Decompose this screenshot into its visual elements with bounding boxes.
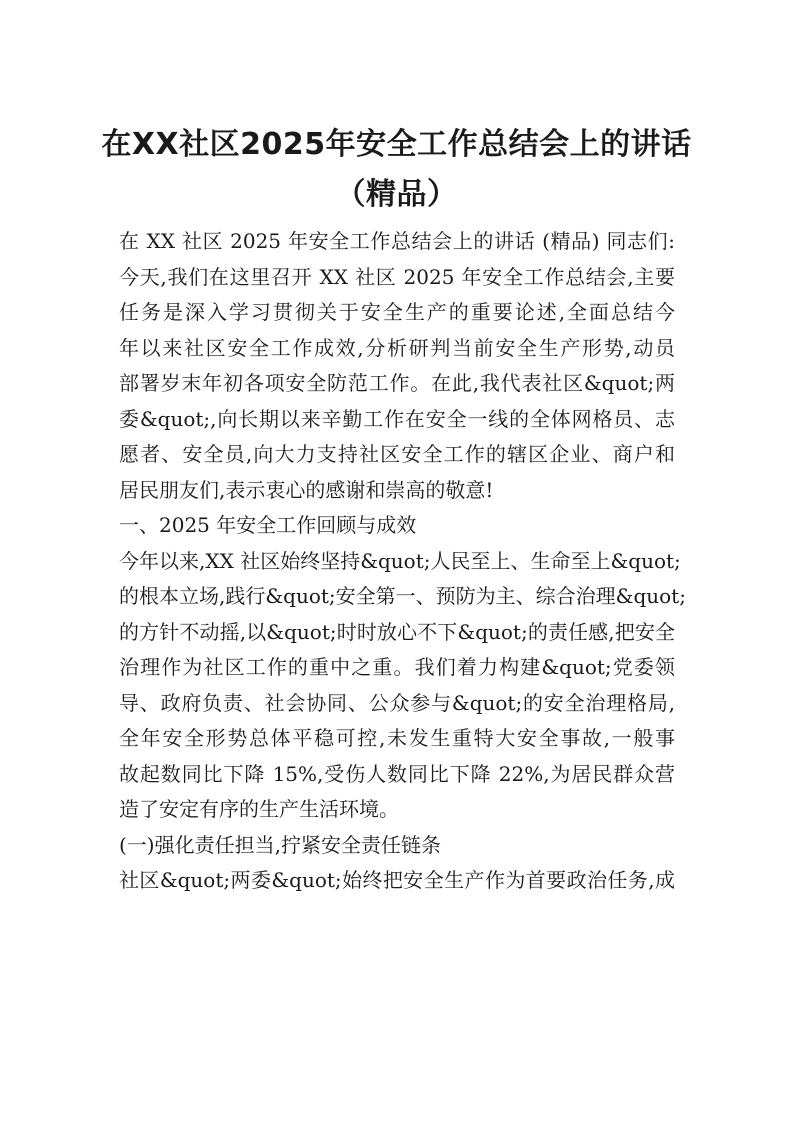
body-line: 部署岁末年初各项安全防范工作。在此,我代表社区&quot;两 [119, 371, 675, 395]
body-line: 居民朋友们,表示衷心的感谢和崇高的敬意! [119, 477, 494, 502]
document-title-line-1: 在XX社区2025年安全工作总结会上的讲话 [101, 127, 692, 162]
body-line: 委&quot;,向长期以来辛勤工作在安全一线的全体网格员、志 [119, 406, 675, 431]
body-line: 愿者、安全员,向大力支持社区安全工作的辖区企业、商户和 [119, 442, 675, 466]
document-title-line-2: （精品） [335, 177, 458, 212]
body-line: 全年安全形势总体平稳可控,未发生重特大安全事故,一般事 [119, 726, 675, 750]
body-line: 故起数同比下降 15%,受伤人数同比下降 22%,为居民群众营 [119, 761, 675, 786]
body-line: 社区&quot;两委&quot;始终把安全生产作为首要政治任务,成 [119, 868, 675, 892]
body-line: 治理作为社区工作的重中之重。我们着力构建&quot;党委领 [119, 655, 675, 679]
body-line: 年以来社区安全工作成效,分析研判当前安全生产形势,动员 [119, 335, 675, 360]
body-line: 今年以来,XX 社区始终坚持&quot;人民至上、生命至上&quot; [119, 548, 681, 573]
body-line: 今天,我们在这里召开 XX 社区 2025 年安全工作总结会,主要 [119, 264, 675, 289]
body-line: 的方针不动摇,以&quot;时时放心不下&quot;的责任感,把安全 [119, 619, 675, 644]
body-line: 任务是深入学习贯彻关于安全生产的重要论述,全面总结今 [119, 300, 675, 324]
document-body [119, 224, 686, 899]
subsection-heading: (一)强化责任担当,拧紧安全责任链条 [119, 832, 441, 857]
section-heading: 一、2025 年安全工作回顾与成效 [119, 513, 417, 537]
body-line: 造了安定有序的生产生活环境。 [119, 797, 399, 821]
body-line: 导、政府负责、社会协同、公众参与&quot;的安全治理格局, [119, 690, 675, 715]
body-line: 在 XX 社区 2025 年安全工作总结会上的讲话 (精品) 同志们: [119, 229, 675, 253]
body-line: 的根本立场,践行&quot;安全第一、预防为主、综合治理&quot; [119, 584, 686, 608]
